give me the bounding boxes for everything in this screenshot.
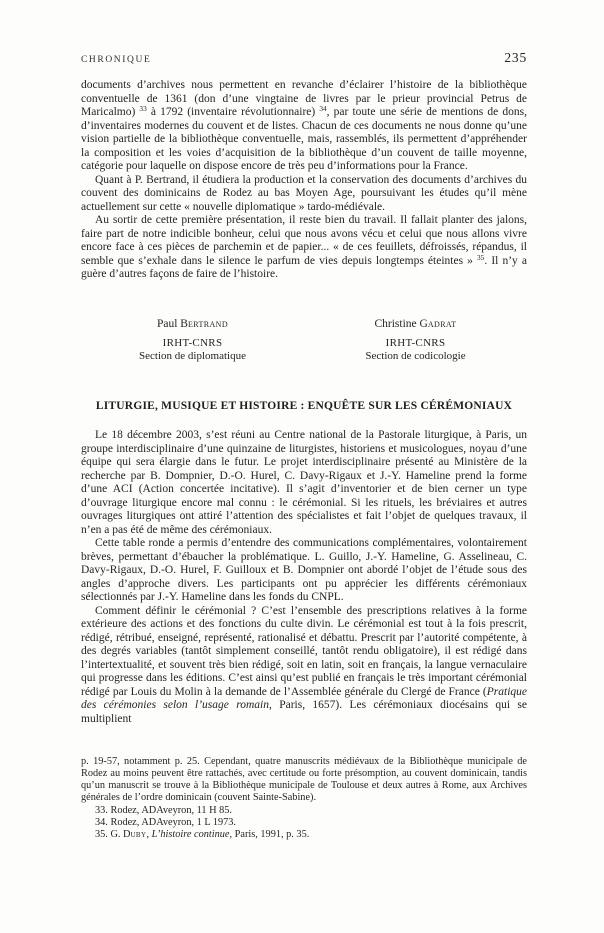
text-segment: L’histoire continue bbox=[151, 828, 230, 840]
paragraph bbox=[81, 429, 527, 537]
signature-section: Section de diplomatique bbox=[139, 350, 246, 362]
footnotes-block bbox=[81, 756, 527, 841]
footnote-item bbox=[81, 817, 527, 829]
text-segment: Christine G bbox=[374, 318, 428, 330]
section-heading: LITURGIE, MUSIQUE ET HISTOIRE : ENQUÊTE SUR LES CÉRÉMONIAUX bbox=[95, 400, 513, 412]
paragraph bbox=[81, 214, 527, 282]
section-body-text bbox=[81, 429, 527, 726]
text-segment: adrat bbox=[427, 318, 457, 330]
text-segment: ertrand bbox=[187, 318, 229, 330]
paragraph bbox=[81, 174, 527, 215]
paragraph bbox=[81, 605, 527, 727]
signature-section: Section de codicologie bbox=[365, 350, 466, 362]
signature bbox=[304, 317, 527, 363]
footnote-item bbox=[81, 805, 527, 817]
signature-name bbox=[304, 317, 527, 331]
footnote-marker: 34 bbox=[319, 104, 327, 113]
signature-name bbox=[81, 317, 304, 331]
text-segment: Quant à P. Bertrand, il étudiera la production et la conservation des documents d’archives du couvent des dominicains de Rodez au bas Moyen Age, poursuivant les études qu’il mène actuellement sur cette « nouvelle diplomatique » tardo-médiévale. bbox=[81, 173, 527, 213]
text-segment: Pratique des cérémonies selon l’usage romain bbox=[81, 685, 527, 711]
footnote-item bbox=[81, 829, 527, 841]
text-segment: Le 18 décembre 2003, s’est réuni au Centre national de la Pastorale liturgique, à Paris, un groupe interdisciplinaire d’une quinzaine de liturgistes, historiens et musicologues, noyau d’une équipe qui sera élargie dans le futur. Le projet interdisciplinaire présenté au Ministère de la recherche par B. Dompnier, D.-O. Hurel, C. Davy-Rigaux et J.-Y. Hameline prend la forme d’une ACI (Action concertée incitative). Il s’agit d’inventorier et de bien cerner un type d’ouvrage liturgique encore mal connu : le cérémonial. Si les rituels, les bréviaires et autres ouvrages liturgiques ont attiré l’attention des spécialistes et fait l’objet de quelques travaux, il n’en a pas été de même des cérémoniaux. bbox=[81, 429, 527, 536]
signature bbox=[81, 317, 304, 363]
text-segment: Comment définir le cérémonial ? C’est l’ensemble des prescriptions relatives à la forme extérieure des actions et des fonctions du culte divin. Le cérémonial est tout à la fois prescrit, rédigé, rétribué, enseigné, représenté, rationalisé et débattu. Prescrit par l’autorité compétente, à des degrés variables (tantôt simplement conseillé, tantôt rendu obligatoire), il est rédigé dans l’intertextualité, et souvent très bien rédigé, soit en latin, soit en français, la langue vernaculaire qui progresse dans les éditions. C’est ainsi qu’est publié en français le très important cérémonial rédigé par Louis du Molin à la demande de l’Assemblée générale du Clergé de France ( bbox=[81, 604, 527, 698]
text-segment: , bbox=[146, 828, 152, 840]
signature-block bbox=[81, 317, 527, 363]
text-segment: 33. Rodez, ADAveyron, 11 H 85. bbox=[95, 804, 232, 816]
paragraph bbox=[81, 537, 527, 605]
text-segment: , Paris, 1991, p. 35. bbox=[229, 828, 310, 840]
text-segment: uby bbox=[130, 828, 147, 840]
text-segment: 34. Rodez, ADAveyron, 1 L 1973. bbox=[95, 816, 236, 828]
chronique-body-text bbox=[81, 79, 527, 282]
text-segment: 35. G. D bbox=[95, 828, 131, 840]
footnote-marker: 35 bbox=[477, 252, 485, 262]
paragraph bbox=[81, 79, 527, 174]
text-segment: à 1792 (inventaire révolutionnaire) bbox=[146, 106, 320, 118]
text-segment: Au sortir de cette première présentation, il reste bien du travail. Il fallait planter des jalons, faire part de notre indicible bonheur, celui que nous avons vécu et celui que nous allons vivre encore face à ces pièces de parchemin et de papier... « de ces feuillets, défroissés, répandus, il semble que s’exhale dans le silence le parfum de vies depuis longtemps éteintes » bbox=[81, 214, 527, 267]
running-head bbox=[81, 50, 527, 66]
signature-org: IRHT-CNRS bbox=[385, 337, 446, 349]
text-segment: , par toute une série de mentions de dons, d’inventaires modernes du couvent et de listes. Chacun de ces documents ne nous donne qu’une vision partielle de la bibliothèque conventuelle, mais, rassemblés, ils permettent d’appréhender la composition et les voies d’acquisition de la bibliothèque d’un couvent de taille moyenne, catégorie pour laquelle on dispose encore de très peu d’informations pour la France. bbox=[81, 106, 527, 172]
text-segment: documents d’archives nous permettent en revanche d’éclairer l’histoire de la bibliothèque conventuelle de 1361 (don d’une vingtaine de livres par le prieur provincial Petrus de Maricalmo) bbox=[81, 79, 527, 118]
running-head-title: CHRONIQUE bbox=[81, 55, 152, 65]
text-segment: Cette table ronde a permis d’entendre des communications complémentaires, volontairement brèves, permettant d’ébaucher la problématique. L. Guillo, J.-Y. Hameline, G. Asselineau, C. Davy-Rigaux, D.-O. Hurel, F. Guilloux et B. Dompnier ont abordé l’objet de l’étude sous des angles d’approche divers. Les participants ont pu apprécier les différents cérémoniaux sélectionnés par J.-Y. Hameline dans les fonds du CNPL. bbox=[81, 537, 527, 603]
text-segment: . Il n’y a guère d’autres façons de faire de l’histoire. bbox=[81, 254, 527, 280]
text-segment: p. 19-57, notamment p. 25. Cependant, quatre manuscrits médiévaux de la Bibliothèque municipale de Rodez au moins peuvent être rattachés, avec certitude ou forte présomption, au couvent dominicain, tandis qu’un manuscrit se trouve à la Bibliothèque municipale de Toulouse et deux autres à Rome, aux Archives générales de l’ordre dominicain (couvent Sainte-Sabine). bbox=[81, 756, 527, 804]
footnote-continuation bbox=[81, 756, 527, 805]
text-segment: Paul B bbox=[156, 318, 188, 330]
text-segment: , Paris, 1657). Les cérémoniaux diocésains qui se multiplient bbox=[81, 699, 528, 725]
signature-org: IRHT-CNRS bbox=[162, 337, 223, 349]
footnote-marker: 33 bbox=[139, 104, 147, 113]
page-number: 235 bbox=[504, 50, 527, 65]
